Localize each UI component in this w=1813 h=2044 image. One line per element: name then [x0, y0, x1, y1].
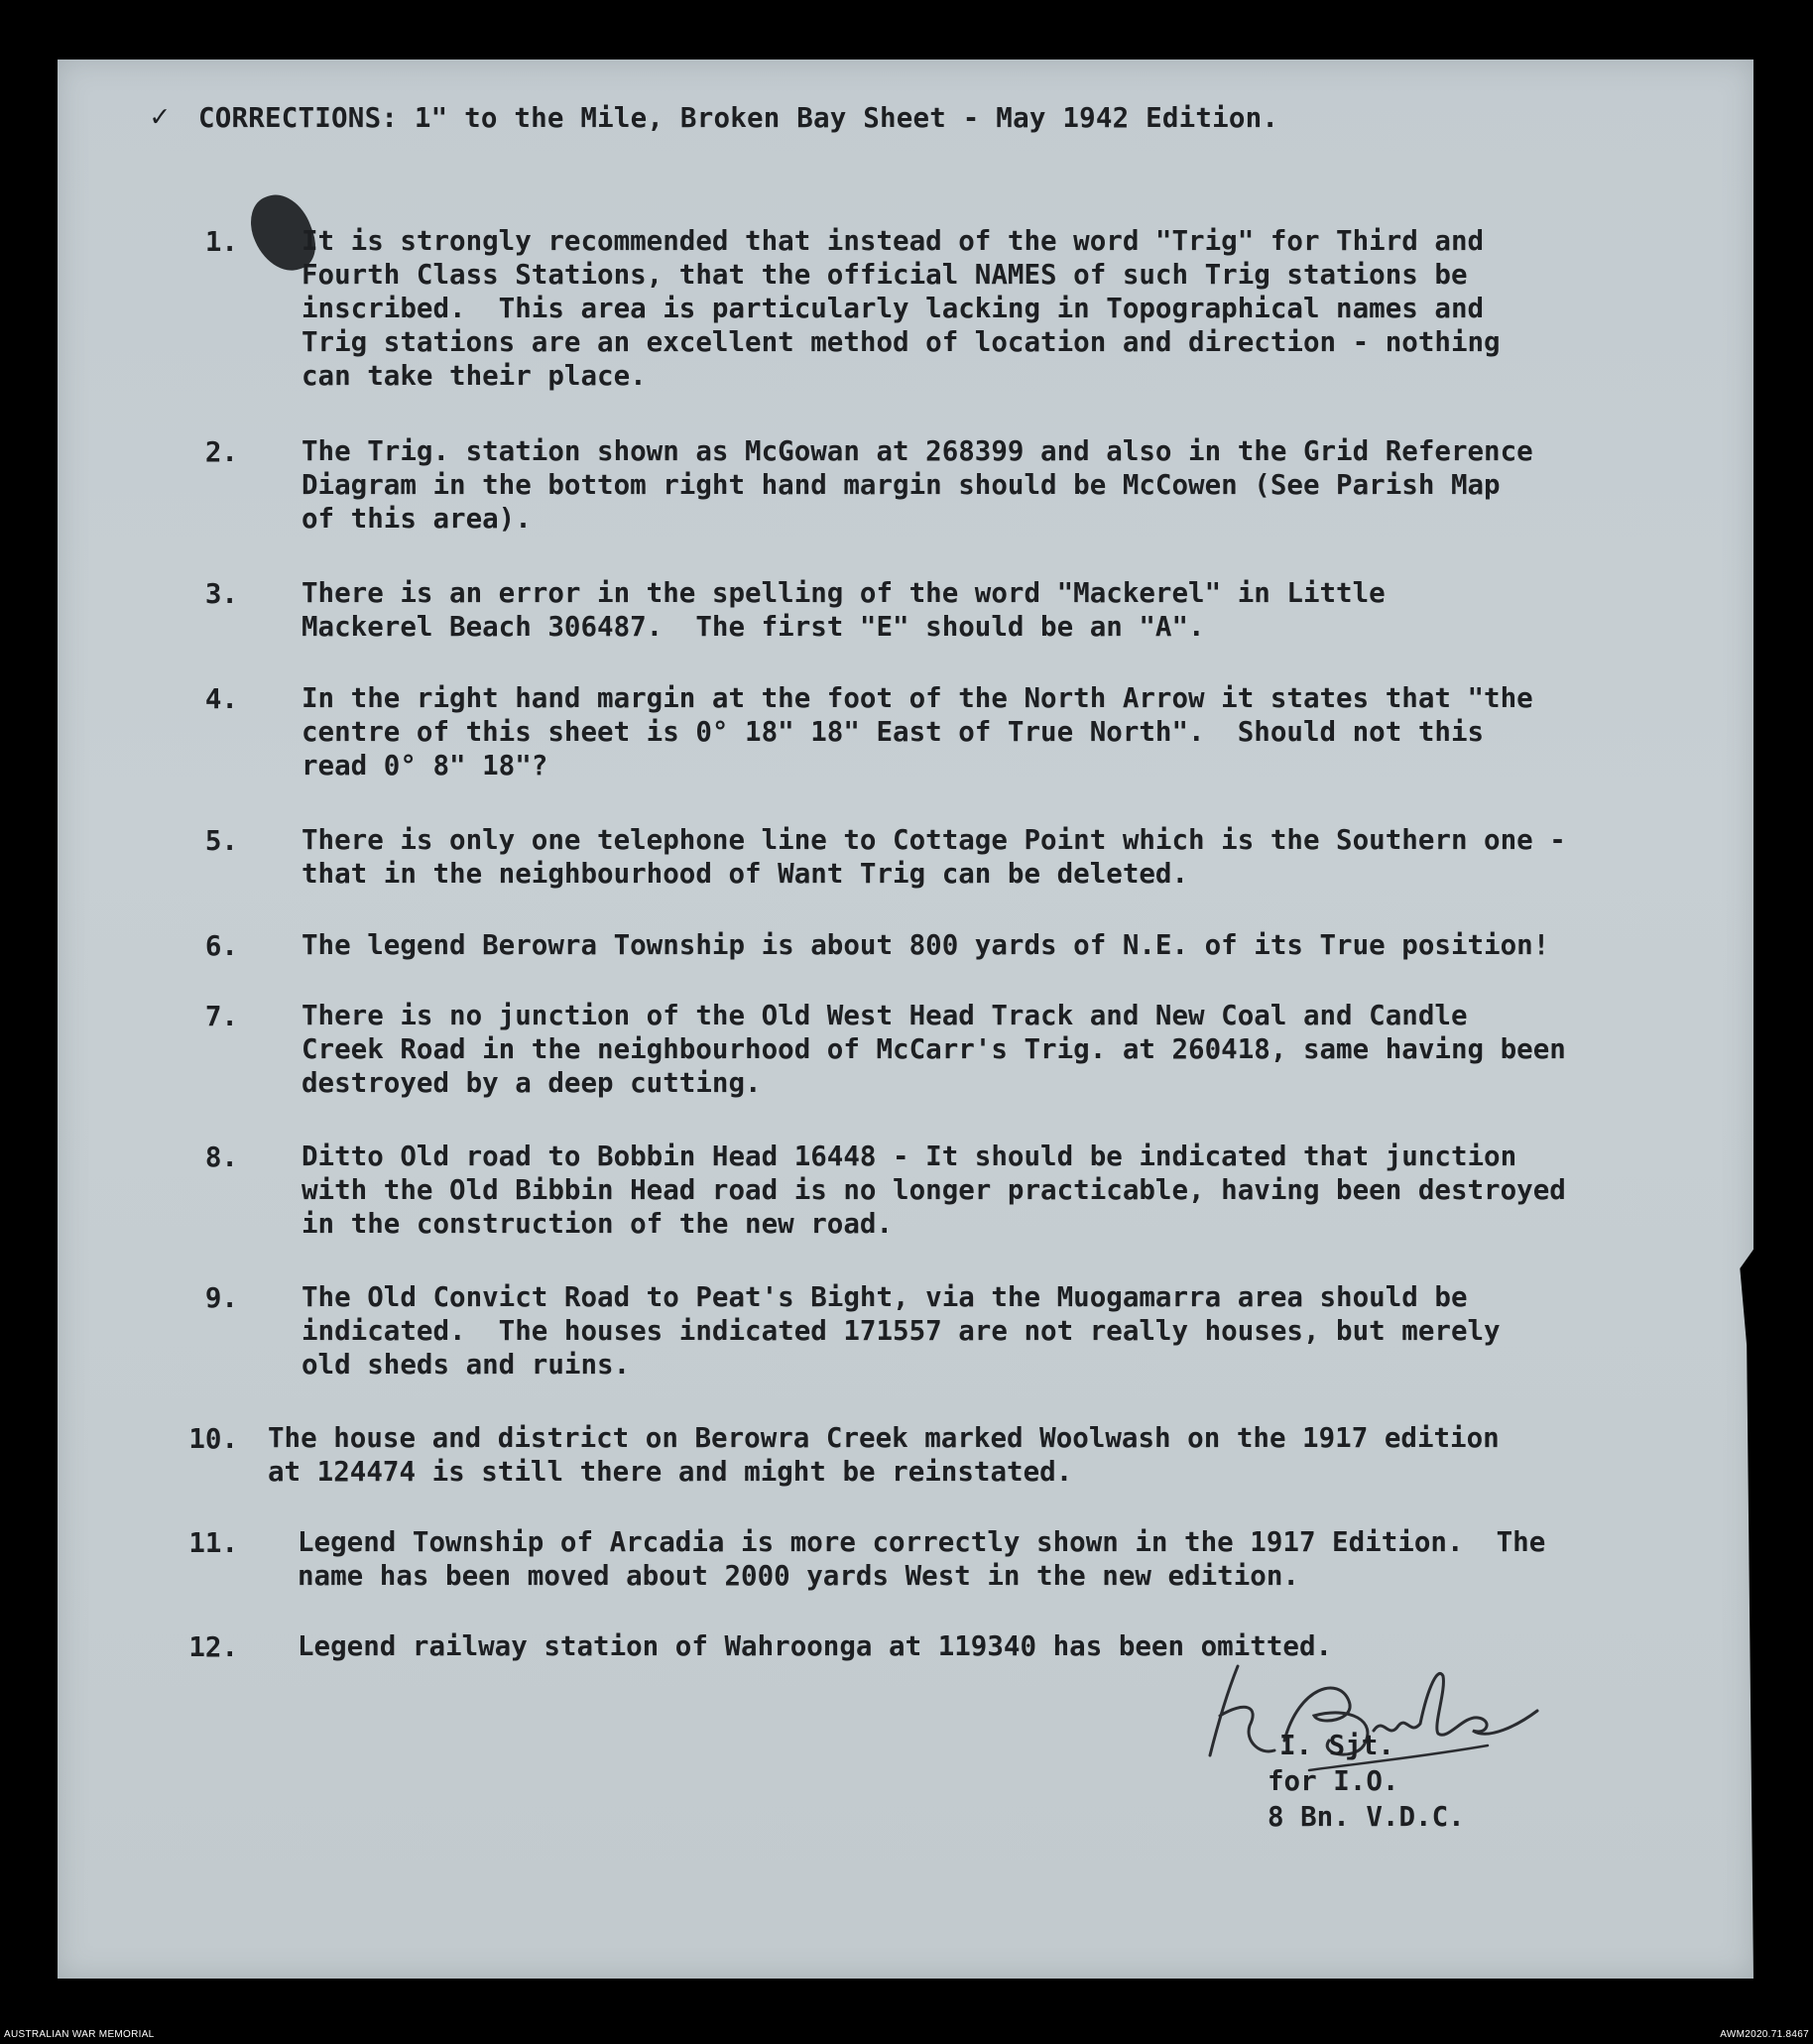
check-mark: ✓	[151, 99, 170, 134]
item-number: 5.	[204, 825, 238, 857]
item-number: 7.	[204, 1001, 238, 1032]
item-number: 6.	[204, 930, 238, 962]
item-number: 8.	[204, 1142, 238, 1173]
signatory-unit: 8 Bn. V.D.C.	[1268, 1801, 1465, 1833]
item-number: 9.	[204, 1282, 238, 1314]
item-text: The legend Berowra Township is about 800 yards of N.E. of its True position!	[302, 929, 1550, 961]
document-title: CORRECTIONS: 1" to the Mile, Broken Bay Sheet - May 1942 Edition.	[198, 102, 1279, 134]
signatory-for: for I.O.	[1268, 1765, 1399, 1797]
item-text: Ditto Old road to Bobbin Head 16448 - It should be indicated that junction with the Old Bibbin Head road is no longer practicable, having been destroyed in the construction of the new road.	[302, 1141, 1566, 1240]
item-text: There is only one telephone line to Cottage Point which is the Southern one - that in the neighbourhood of Want Trig can be deleted.	[302, 824, 1566, 890]
item-number: 4.	[204, 683, 238, 715]
item-text: Legend Township of Arcadia is more correctly shown in the 1917 Edition. The name has been moved about 2000 yards West in the new edition.	[298, 1526, 1546, 1592]
item-text: Legend railway station of Wahroonga at 119340 has been omitted.	[298, 1630, 1333, 1662]
item-text: The house and district on Berowra Creek marked Woolwash on the 1917 edition at 124474 is still there and might be reinstated.	[268, 1422, 1500, 1488]
signatory-rank: I. Sjt.	[1279, 1730, 1394, 1761]
footer-accession-number: AWM2020.71.8467	[1720, 2029, 1809, 2040]
item-number: 10.	[188, 1423, 238, 1455]
footer-institution: AUSTRALIAN WAR MEMORIAL	[4, 2029, 155, 2040]
item-text: The Trig. station shown as McGowan at 268399 and also in the Grid Reference Diagram in the bottom right hand margin should be McCowen (See Parish Map of this area).	[302, 435, 1533, 535]
item-number: 11.	[188, 1527, 238, 1559]
item-text: There is an error in the spelling of the word "Mackerel" in Little Mackerel Beach 306487. The first "E" should be an "A".	[302, 577, 1386, 643]
item-text: There is no junction of the Old West Head Track and New Coal and Candle Creek Road in the neighbourhood of McCarr's Trig. at 260418, same having been destroyed by a deep cutting.	[302, 1000, 1566, 1099]
item-number: 2.	[204, 436, 238, 468]
item-number: 12.	[188, 1631, 238, 1663]
item-text: It is strongly recommended that instead of the word "Trig" for Third and Fourth Class Stations, that the official NAMES of such Trig stations be inscribed. This area is particularly lacking in Topographical names and Trig stations are an excellent method of location and direction - nothing can take their place.	[302, 225, 1501, 392]
item-number: 3.	[204, 578, 238, 610]
item-text: The Old Convict Road to Peat's Bight, via the Muogamarra area should be indicated. The houses indicated 171557 are not really houses, but merely old sheds and ruins.	[302, 1281, 1501, 1381]
item-text: In the right hand margin at the foot of the North Arrow it states that "the centre of this sheet is 0° 18" 18" East of True North". Should not this read 0° 8" 18"?	[302, 682, 1533, 782]
item-number: 1.	[204, 226, 238, 258]
signature-block	[1238, 1728, 1465, 1835]
